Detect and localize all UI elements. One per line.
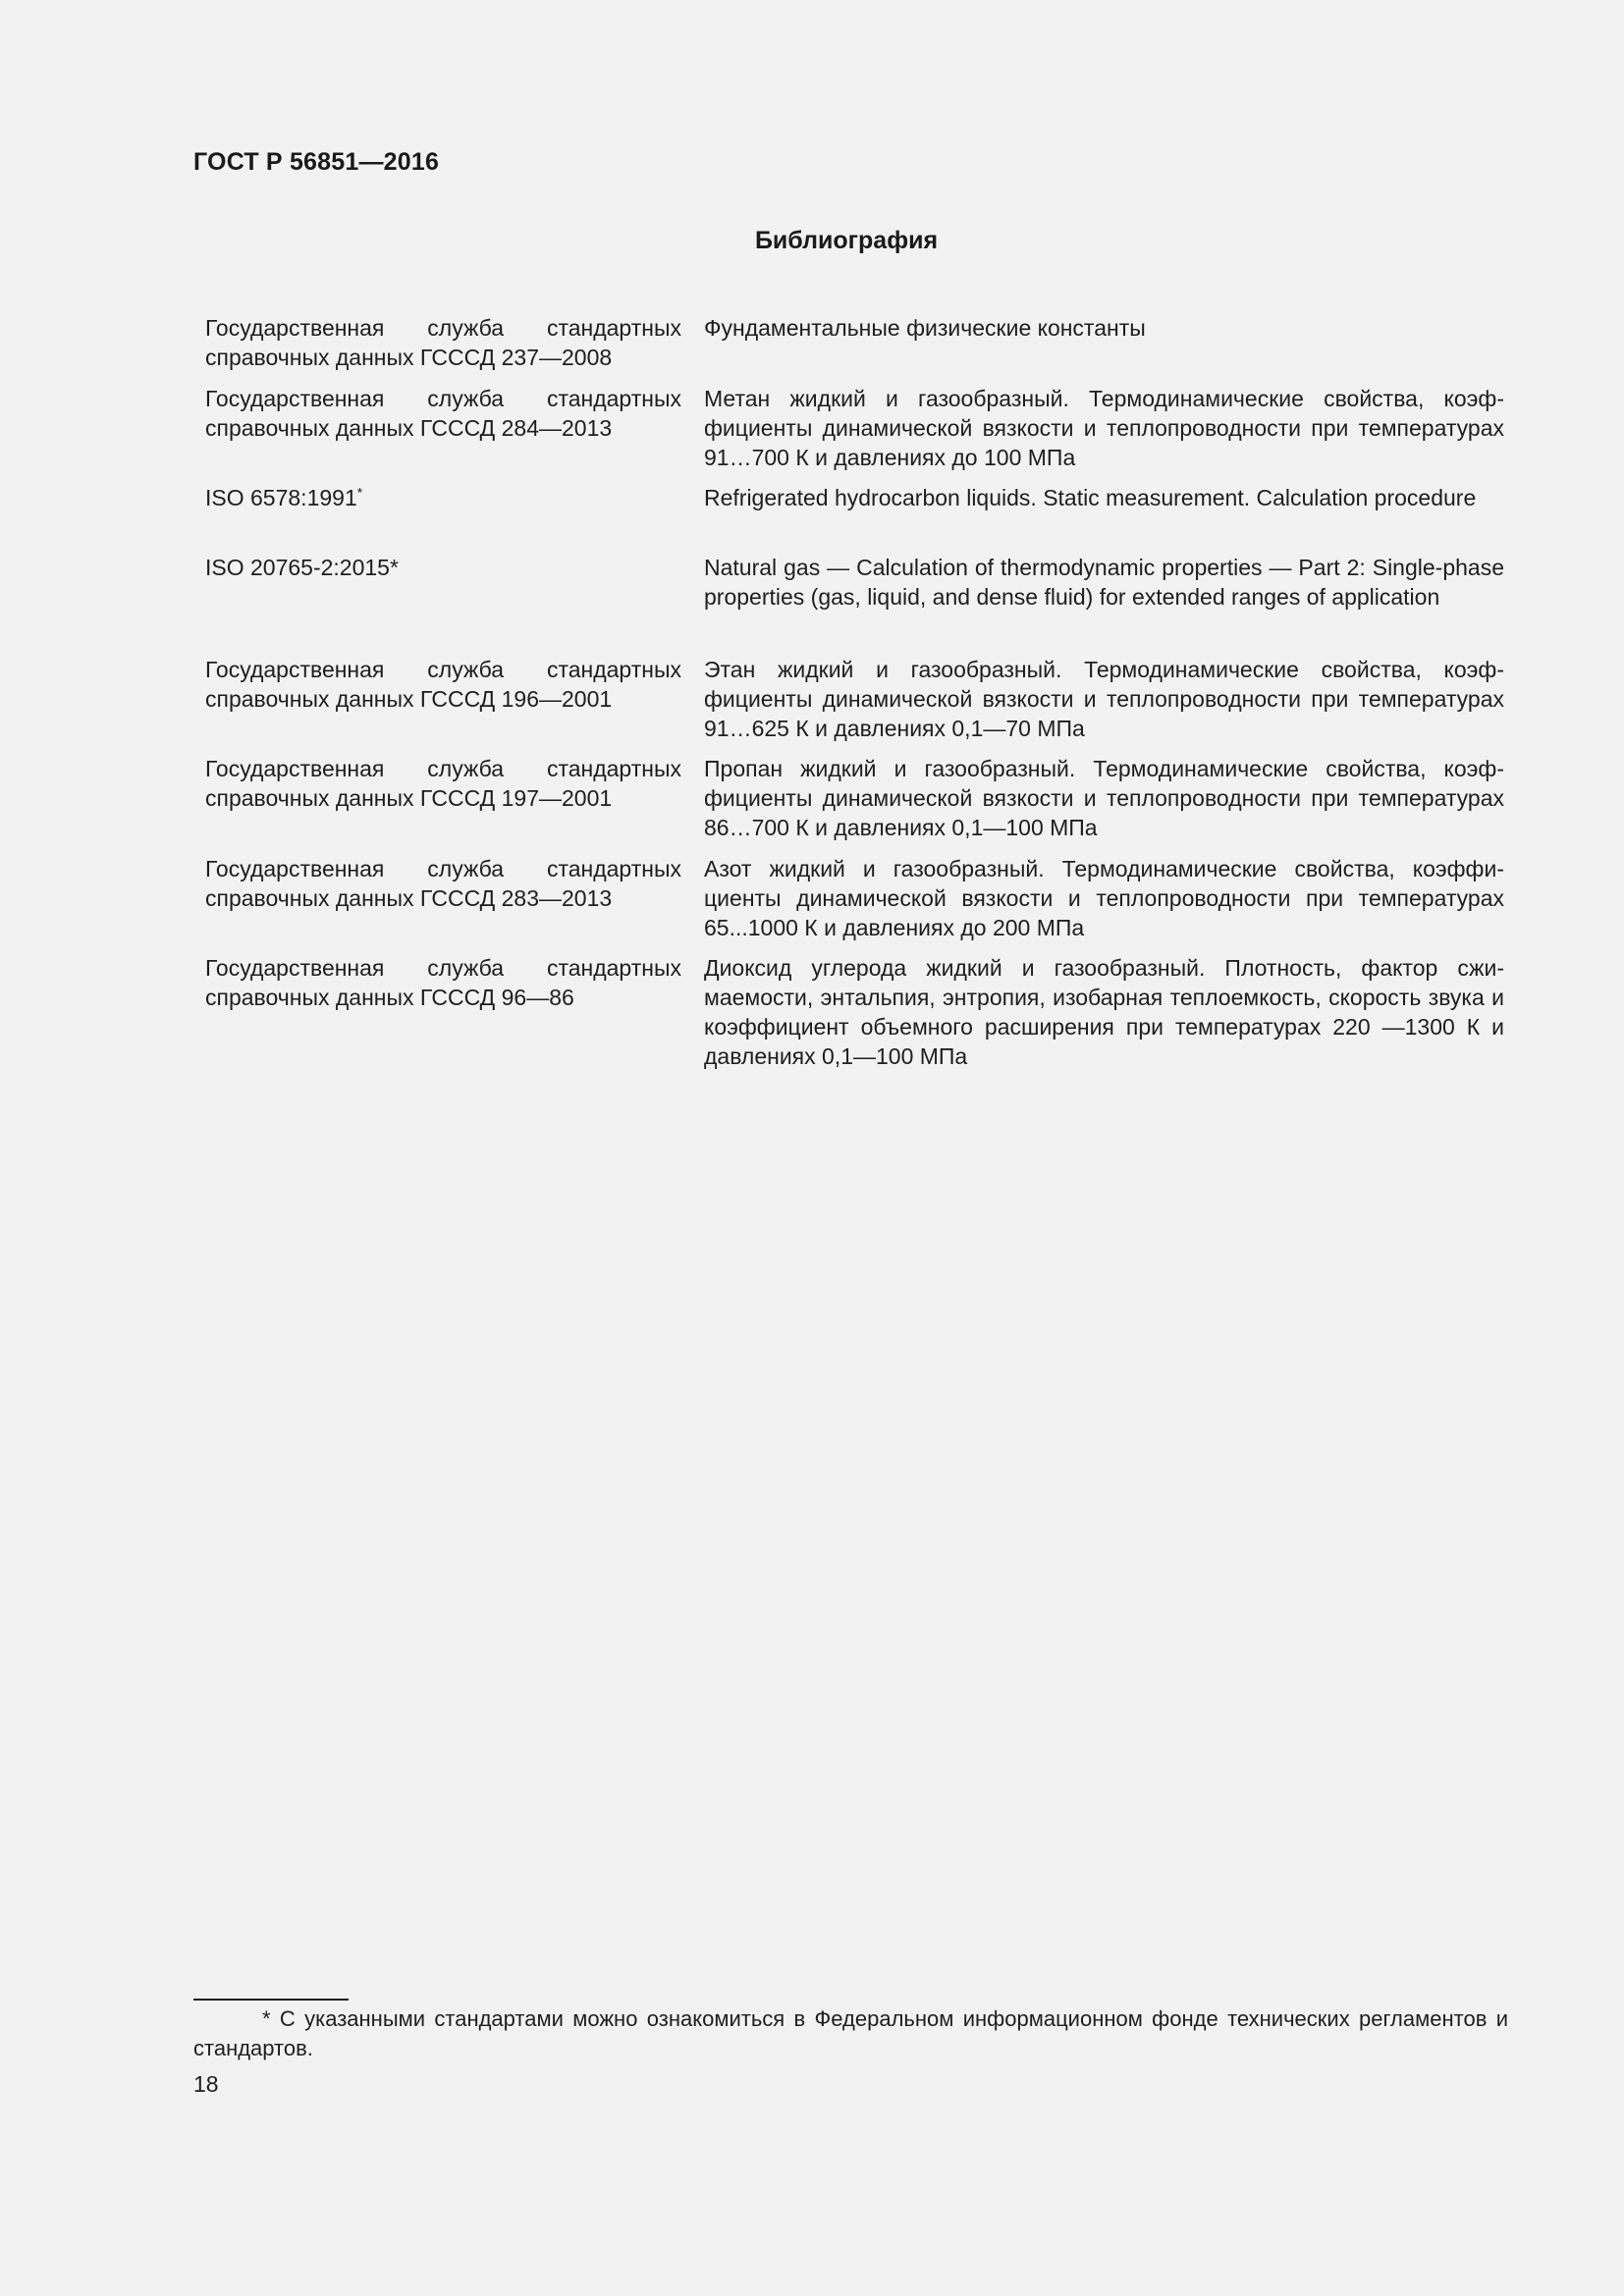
bibliography-reference: Государственная служба стандартных справочных данных ГСССД 283—2013 bbox=[205, 856, 681, 911]
reference-text: ISO 6578:1991 bbox=[205, 485, 357, 510]
bibliography-reference: Государственная служба стандартных справочных данных ГСССД 284—2013 bbox=[205, 386, 681, 441]
footnote-mark: * bbox=[356, 484, 363, 501]
footnote-text: * С указанными стандартами можно ознакомиться в Федеральном информационном фонде технических регламентов и стандартов. bbox=[193, 2006, 1508, 2060]
bibliography-description: Метан жидкий и газообразный. Термодинамические свойства, коэффициенты динамической вязкости и теплопроводности при температурах 91…700 К и давлениях до 100 МПа bbox=[704, 386, 1504, 470]
bibliography-description: Азот жидкий и газообразный. Термодинамические свойства, коэффициенты динамической вязкости и теплопроводности при температурах 65...1000 К и давлениях до 200 МПа bbox=[704, 856, 1504, 940]
bibliography-reference: Государственная служба стандартных справочных данных ГСССД 196—2001 bbox=[205, 657, 681, 712]
bibliography-reference: Государственная служба стандартных справочных данных ГСССД 96—86 bbox=[205, 955, 681, 1010]
bibliography-description: Диоксид углерода жидкий и газообразный. Плотность, фактор сжимаемости, энтальпия, энтропия, изобарная теплоемкость, скорость звука и коэффициент объемного расширения при температурах 220 —1300 К и давлениях 0,1—100 МПа bbox=[704, 955, 1504, 1069]
bibliography-reference bbox=[205, 483, 681, 512]
bibliography-reference: ISO 20765-2:2015* bbox=[205, 555, 399, 580]
bibliography-description: Natural gas — Calculation of thermodynamic properties — Part 2: Single-phase properties (gas, liquid, and dense fluid) for extended ranges of application bbox=[704, 555, 1504, 610]
page-number: 18 bbox=[193, 2071, 219, 2097]
bibliography-description: Пропан жидкий и газообразный. Термодинамические свойства, коэффициенты динамической вязкости и теплопроводности при температурах 86…700 К и давлениях 0,1—100 МПа bbox=[704, 756, 1504, 840]
bibliography-description: Refrigerated hydrocarbon liquids. Static measurement. Calculation procedure bbox=[704, 485, 1477, 510]
bibliography-reference: Государственная служба стандартных справочных данных ГСССД 237—2008 bbox=[205, 315, 681, 370]
bibliography-title: Библиография bbox=[754, 227, 939, 254]
bibliography-reference: Государственная служба стандартных справочных данных ГСССД 197—2001 bbox=[205, 756, 681, 811]
document-code-header: ГОСТ Р 56851—2016 bbox=[193, 148, 440, 176]
bibliography-description: Этан жидкий и газообразный. Термодинамические свойства, коэффициенты динамической вязкости и теплопроводности при температурах 91…625 К и давлениях 0,1—70 МПа bbox=[704, 657, 1504, 741]
bibliography-description: Фундаментальные физические константы bbox=[704, 315, 1146, 341]
footnote-divider bbox=[193, 1999, 349, 2001]
